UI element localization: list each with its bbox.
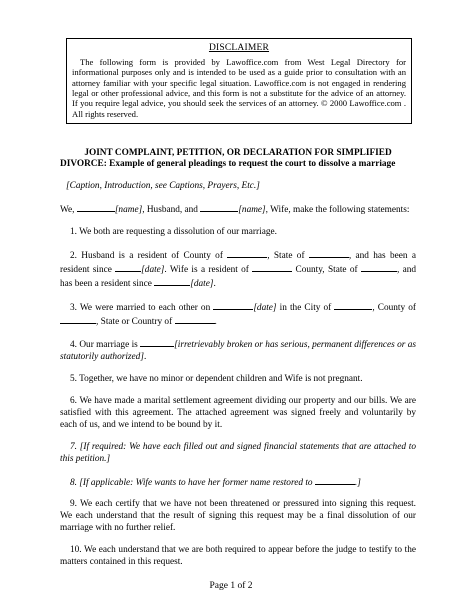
blank-field	[60, 315, 96, 324]
blank-field	[175, 315, 215, 324]
blank-field	[213, 301, 253, 310]
blank-field	[252, 263, 292, 272]
blank-field	[115, 263, 141, 272]
paragraph-text: , State or Country of	[96, 316, 175, 327]
paragraph-8	[60, 476, 416, 490]
placeholder-date: [date]	[190, 278, 214, 289]
paragraph-1: 1. We both are requesting a dissolution of our marriage.	[70, 227, 277, 238]
placeholder-grounds: [irretrievably broken or has serious, permanent differences or as statutorily authorized]	[60, 340, 416, 363]
blank-field	[309, 249, 349, 258]
intro-text: , Wife, make the following statements:	[265, 205, 410, 216]
blank-field	[315, 476, 355, 485]
document-title-line1: JOINT COMPLAINT, PETITION, OR DECLARATION FOR SIMPLIFIED	[84, 148, 392, 158]
caption-note: [Caption, Introduction, see Captions, Prayers, Etc.]	[66, 181, 260, 192]
intro-statement	[60, 203, 416, 217]
paragraph-text: 2. Husband is a resident of County of	[70, 250, 228, 261]
page-footer: Page 1 of 2	[209, 581, 253, 591]
disclaimer-title: DISCLAIMER	[208, 43, 270, 53]
blank-field	[227, 249, 267, 258]
paragraph-text: , State of	[267, 250, 309, 261]
paragraph-10: 10. We each understand that we are both required to appear before the judge to testify to the matters contained in this request.	[60, 545, 416, 568]
paragraph-4	[60, 338, 416, 364]
paragraph-text: 8. [If applicable: Wife wants to have her former name restored to	[70, 477, 315, 488]
placeholder-name-wife: [name]	[238, 205, 266, 216]
paragraph-text: 3. We were married to each other on	[70, 302, 214, 313]
paragraph-9: 9. We each certify that we have not been threatened or pressured into signing this request. We each understand that the result of signing this request may be a final dissolution of our marriage with no further relief.	[60, 499, 416, 534]
paragraph-text: in the City of	[276, 302, 335, 313]
paragraph-text: 4. Our marriage is	[70, 340, 141, 351]
document-title	[60, 148, 416, 170]
paragraph-text: County, State of	[292, 264, 361, 275]
disclaimer-box	[66, 38, 412, 124]
blank-field	[200, 203, 238, 212]
paragraph-5: 5. Together, we have no minor or dependent children and Wife is not pregnant.	[70, 374, 363, 385]
paragraph-text: , County of	[372, 302, 416, 313]
paragraph-text: , and has been a resident since	[60, 250, 416, 275]
paragraph-3	[60, 301, 416, 329]
document-title-line2: DIVORCE: Example of general pleadings to request the court to dissolve a marriage	[60, 159, 396, 170]
paragraph-text: .	[213, 278, 216, 289]
paragraph-text: .]	[354, 477, 361, 488]
paragraph-text: .	[143, 352, 147, 363]
intro-text: We,	[60, 205, 77, 216]
blank-field	[361, 263, 397, 272]
blank-field	[334, 301, 372, 310]
disclaimer-body: The following form is provided by Lawoffice.com from West Legal Directory for informational purposes only and is intended to be used as a guide prior to consultation with an attorney familiar with your specific legal situation. Lawoffice.com is not engaged in rendering legal or other professional advice, and this form is not a substitute for the advice of an attorney. If you require legal advice, you should seek the services of an attorney. © 2000 Lawoffice.com . All rights reserved.	[72, 57, 406, 119]
paragraph-7: 7. [If required: We have each filled out and signed financial statements that are attached to this petition.]	[60, 441, 416, 464]
paragraph-6: 6. We have made a marital settlement agreement dividing our property and our bills. We are satisfied with this agreement. The attached agreement was signed freely and voluntarily by each of us, and we intend to be bound by it.	[60, 396, 416, 430]
placeholder-name-husband: [name]	[114, 205, 143, 216]
paragraph-2	[60, 249, 416, 291]
blank-field	[140, 338, 174, 347]
paragraph-text: .	[214, 316, 217, 327]
intro-text: , Husband, and	[142, 205, 201, 216]
document-content	[60, 148, 416, 579]
placeholder-date: [date]	[141, 264, 165, 275]
blank-field	[77, 203, 115, 212]
paragraph-text: . Wife is a resident of	[164, 264, 253, 275]
paragraph-text: , and has been a resident since	[60, 264, 417, 289]
placeholder-date: [date]	[253, 302, 277, 313]
blank-field	[154, 277, 190, 286]
